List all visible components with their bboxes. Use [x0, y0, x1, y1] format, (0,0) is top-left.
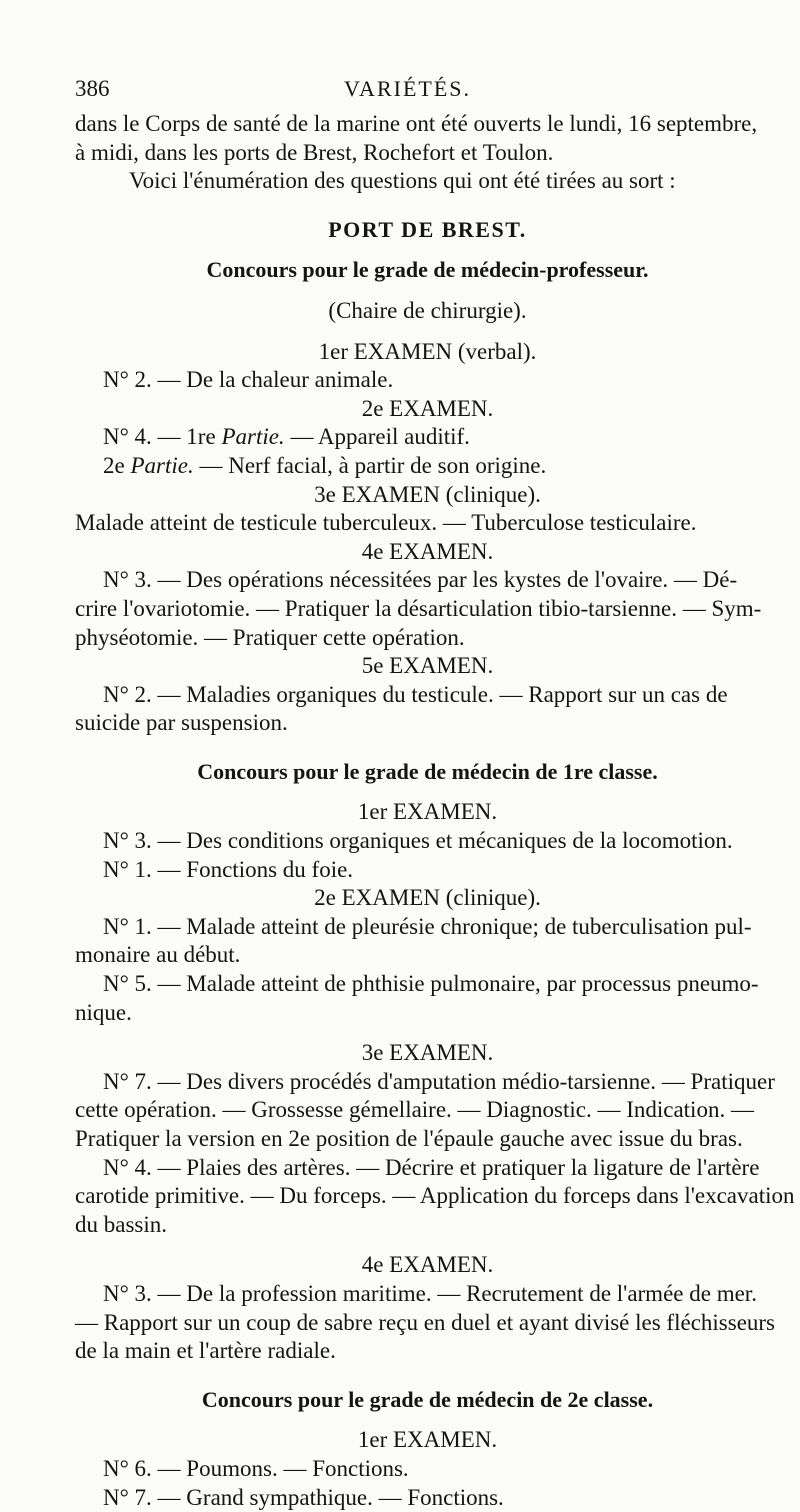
question-line: N° 6. — Poumons. — Fonctions. [103, 1455, 409, 1481]
page-number: 386 [75, 76, 110, 101]
exam-heading: 2e EXAMEN (clinique). [314, 885, 541, 911]
concours-title: Concours pour le grade de médecin-professeur. [206, 257, 649, 283]
port-title: PORT DE BREST. [328, 216, 527, 242]
question-line: N° 3. — Des opérations nécessitées par les kystes de l'ovaire. — Dé- [103, 567, 738, 593]
concours-title: Concours pour le grade de médecin de 2e classe. [201, 1386, 654, 1412]
exam-heading: 4e EXAMEN. [361, 538, 494, 564]
exam-heading: 5e EXAMEN. [361, 653, 494, 679]
question-line: Pratiquer la version en 2e position de l'épaule gauche avec issue du bras. [75, 1126, 743, 1151]
question-line: cette opération. — Grossesse gémellaire. — Diagnostic. — Indication. — [75, 1097, 754, 1123]
exam-heading: 1er EXAMEN (verbal). [318, 338, 537, 364]
question-line: nique. [75, 999, 132, 1025]
question-line: N° 1. — Fonctions du foie. [103, 856, 354, 882]
question-line: 2e Partie. — Nerf facial, à partir de son origine. [103, 452, 547, 478]
question-line: du bassin. [75, 1211, 167, 1237]
question-line: carotide primitive. — Du forceps. — Application du forceps dans l'excavation [75, 1183, 795, 1209]
question-line: N° 4. — Plaies des artères. — Décrire et pratiquer la ligature de l'artère [103, 1154, 760, 1180]
question-line: N° 7. — Grand sympathique. — Fonctions. [103, 1484, 504, 1510]
question-line: — Rapport sur un coup de sabre reçu en duel et ayant divisé les fléchisseurs [75, 1309, 776, 1335]
question-line: de la main et l'artère radiale. [75, 1338, 336, 1364]
question-line: physéotomie. — Pratiquer cette opération. [75, 624, 465, 650]
question-line: N° 1. — Malade atteint de pleurésie chronique; de tuberculisation pul- [103, 913, 752, 939]
question-line: suicide par suspension. [75, 710, 288, 736]
exam-heading: 4e EXAMEN. [361, 1252, 494, 1278]
question-line: N° 4. — 1re Partie. — Appareil auditif. [103, 424, 470, 450]
page-header [75, 76, 740, 106]
running-head: VARIÉTÉS. [344, 76, 471, 101]
concours-title: Concours pour le grade de médecin de 1re classe. [197, 758, 658, 784]
intro-line: à midi, dans les ports de Brest, Rochefort et Toulon. [75, 139, 554, 165]
exam-heading: 3e EXAMEN. [361, 1040, 494, 1066]
question-line: monaire au début. [75, 942, 241, 968]
exam-heading: 1er EXAMEN. [357, 799, 498, 825]
question-line: N° 2. — De la chaleur animale. [103, 367, 394, 393]
question-line: crire l'ovariotomie. — Pratiquer la désarticulation tibio-tarsienne. — Sym- [75, 595, 762, 621]
intro-line: Voici l'énumération des questions qui ont été tirées au sort : [129, 168, 676, 194]
question-line: N° 5. — Malade atteint de phthisie pulmonaire, par processus pneumo- [103, 971, 759, 997]
question-line: N° 7. — Des divers procédés d'amputation médio-tarsienne. — Pratiquer [103, 1068, 775, 1094]
document-body [75, 110, 795, 1512]
concours-subtitle: (Chaire de chirurgie). [328, 297, 527, 323]
intro-line: dans le Corps de santé de la marine ont été ouverts le lundi, 16 septembre, [75, 111, 758, 136]
question-line: N° 2. — Maladies organiques du testicule. — Rapport sur un cas de [103, 681, 728, 707]
question-line: N° 3. — De la profession maritime. — Recrutement de l'armée de mer. [103, 1280, 757, 1306]
question-line: N° 3. — Des conditions organiques et mécaniques de la locomotion. [103, 828, 733, 854]
exam-heading: 3e EXAMEN (clinique). [314, 481, 541, 507]
exam-heading: 1er EXAMEN. [357, 1427, 498, 1453]
question-line: Malade atteint de testicule tuberculeux. — Tuberculose testiculaire. [75, 510, 697, 536]
exam-heading: 2e EXAMEN. [361, 395, 494, 421]
